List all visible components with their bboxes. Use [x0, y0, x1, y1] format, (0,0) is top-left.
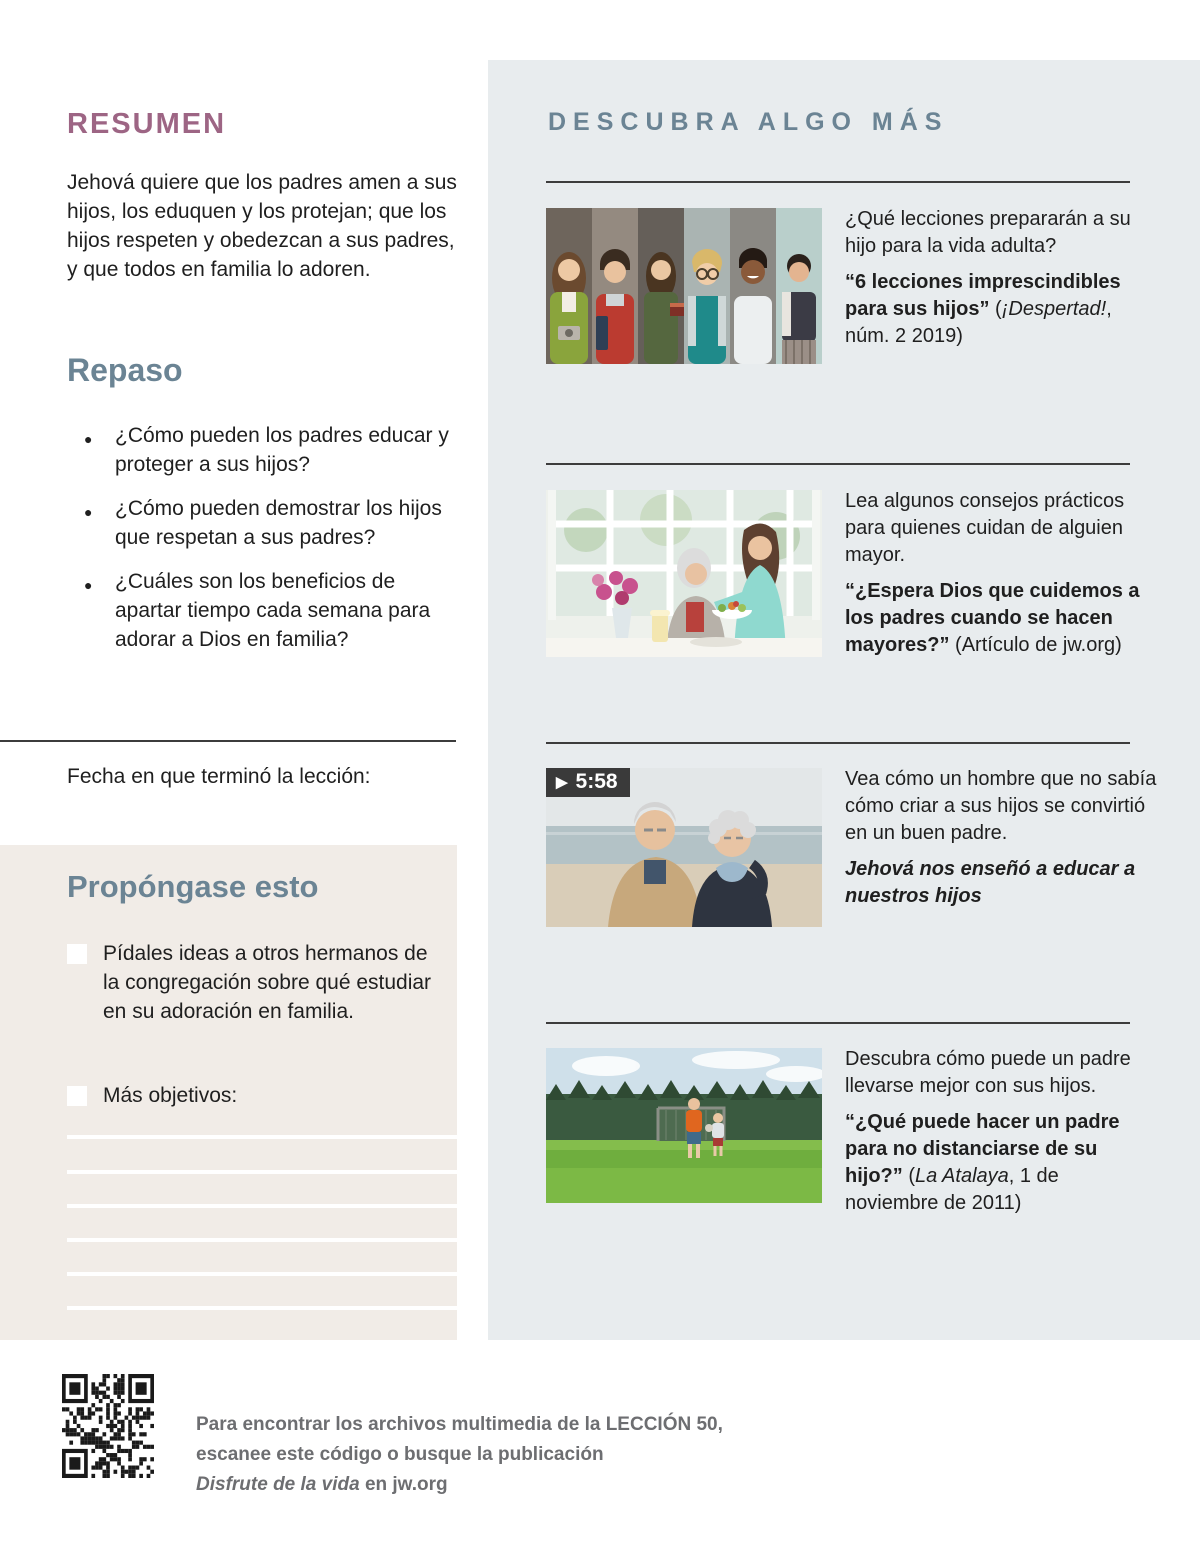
item-intro: ¿Qué lecciones prepararán a su hijo para la vida adulta? [845, 208, 1131, 257]
discover-panel [488, 60, 1200, 1340]
goals-title: Propóngase esto [67, 869, 319, 904]
item-intro: Vea cómo un hombre que no sabía cómo criar a sus hijos se convirtió en un buen padre. [845, 768, 1157, 844]
repaso-question: ● ¿Cuáles son los beneficios de apartar tiempo cada semana para adorar a Dios en familia? [82, 567, 457, 654]
publication-name: Disfrute de la vida [196, 1474, 360, 1495]
soccer-field-illustration [546, 1048, 822, 1203]
repaso-question-list [82, 421, 457, 669]
item-reference [845, 269, 1157, 350]
reference-text: (Artículo de jw.org) [949, 634, 1122, 656]
resumen-title: RESUMEN [67, 108, 227, 140]
footer-line-2: escanee este código o busque la publicación [196, 1444, 604, 1465]
discover-divider [546, 742, 1130, 744]
video-badge [546, 768, 630, 797]
goals-panel [0, 845, 457, 1340]
reference-text: , 1 de noviembre de 2011) [845, 1165, 1059, 1214]
caregiver-image[interactable] [546, 490, 822, 657]
resumen-body: Jehová quiere que los padres amen a sus hijos, los eduquen y los protejan; que los hijos respeten y obedezcan a sus padres, y que todos en familia lo adoren. [67, 171, 457, 281]
repaso-title: Repaso [67, 352, 183, 388]
ruled-line [67, 1306, 457, 1310]
footer-line-3-rest: en jw.org [359, 1474, 448, 1495]
reference-publication: ¡Despertad! [1001, 298, 1107, 320]
ruled-line [67, 1170, 457, 1174]
qr-code [62, 1374, 154, 1478]
discover-item [845, 206, 1157, 350]
children-collage-image[interactable] [546, 208, 822, 364]
ruled-line [67, 1204, 457, 1208]
goal-checkbox[interactable] [67, 944, 87, 964]
reference-text: , núm. 2 2019) [845, 298, 1112, 347]
children-collage-illustration [546, 208, 822, 364]
repaso-question: ● ¿Cómo pueden demostrar los hijos que respetan a sus padres? [82, 494, 457, 552]
soccer-field-image[interactable] [546, 1048, 822, 1203]
item-reference [845, 578, 1157, 659]
item-intro: Descubra cómo puede un padre llevarse mejor con sus hijos. [845, 1048, 1131, 1097]
reference-text: ( [902, 1165, 915, 1187]
ruled-line [67, 1135, 457, 1139]
discover-item [845, 1046, 1157, 1217]
goal-label: Más objetivos: [103, 1084, 238, 1107]
repaso-question: ● ¿Cómo pueden los padres educar y proteger a sus hijos? [82, 421, 457, 479]
goal-checkbox[interactable] [67, 1086, 87, 1106]
discover-divider [546, 463, 1130, 465]
item-intro: Lea algunos consejos prácticos para quienes cuidan de alguien mayor. [845, 490, 1125, 566]
reference-text: ( [989, 298, 1002, 320]
goal-label: Pídales ideas a otros hermanos de la congregación sobre qué estudiar en su adoración en familia. [103, 942, 432, 1023]
footer-line-1: Para encontrar los archivos multimedia de la LECCIÓN 50, [196, 1414, 723, 1435]
item-reference [845, 856, 1157, 910]
video-duration: 5:58 [575, 770, 618, 793]
discover-divider [546, 181, 1130, 183]
fecha-label: Fecha en que terminó la lección: [67, 765, 371, 788]
video-thumbnail[interactable] [546, 768, 822, 927]
discover-divider [546, 1022, 1130, 1024]
item-reference [845, 1109, 1157, 1217]
left-section-divider [0, 740, 456, 742]
reference-title[interactable]: Jehová nos enseñó a educar a nuestros hijos [845, 858, 1136, 907]
ruled-line [67, 1272, 457, 1276]
discover-item [845, 488, 1157, 659]
goal-item [67, 1081, 433, 1110]
goal-item [67, 939, 433, 1026]
discover-item [845, 766, 1157, 910]
footer-line-3 [196, 1470, 756, 1500]
footer-note [196, 1410, 756, 1500]
reference-title[interactable]: “¿Espera Dios que cuidemos a los padres cuando se hacen mayores?” [845, 580, 1140, 656]
play-icon: ▶ [556, 773, 568, 791]
reference-publication: La Atalaya [914, 1165, 1009, 1187]
reference-title[interactable]: “6 lecciones imprescindibles para sus hijos” [845, 271, 1121, 320]
caregiver-illustration [546, 490, 822, 657]
discover-title: DESCUBRA ALGO MÁS [548, 108, 949, 136]
ruled-line [67, 1238, 457, 1242]
reference-title[interactable]: “¿Qué puede hacer un padre para no distanciarse de su hijo?” [845, 1111, 1120, 1187]
